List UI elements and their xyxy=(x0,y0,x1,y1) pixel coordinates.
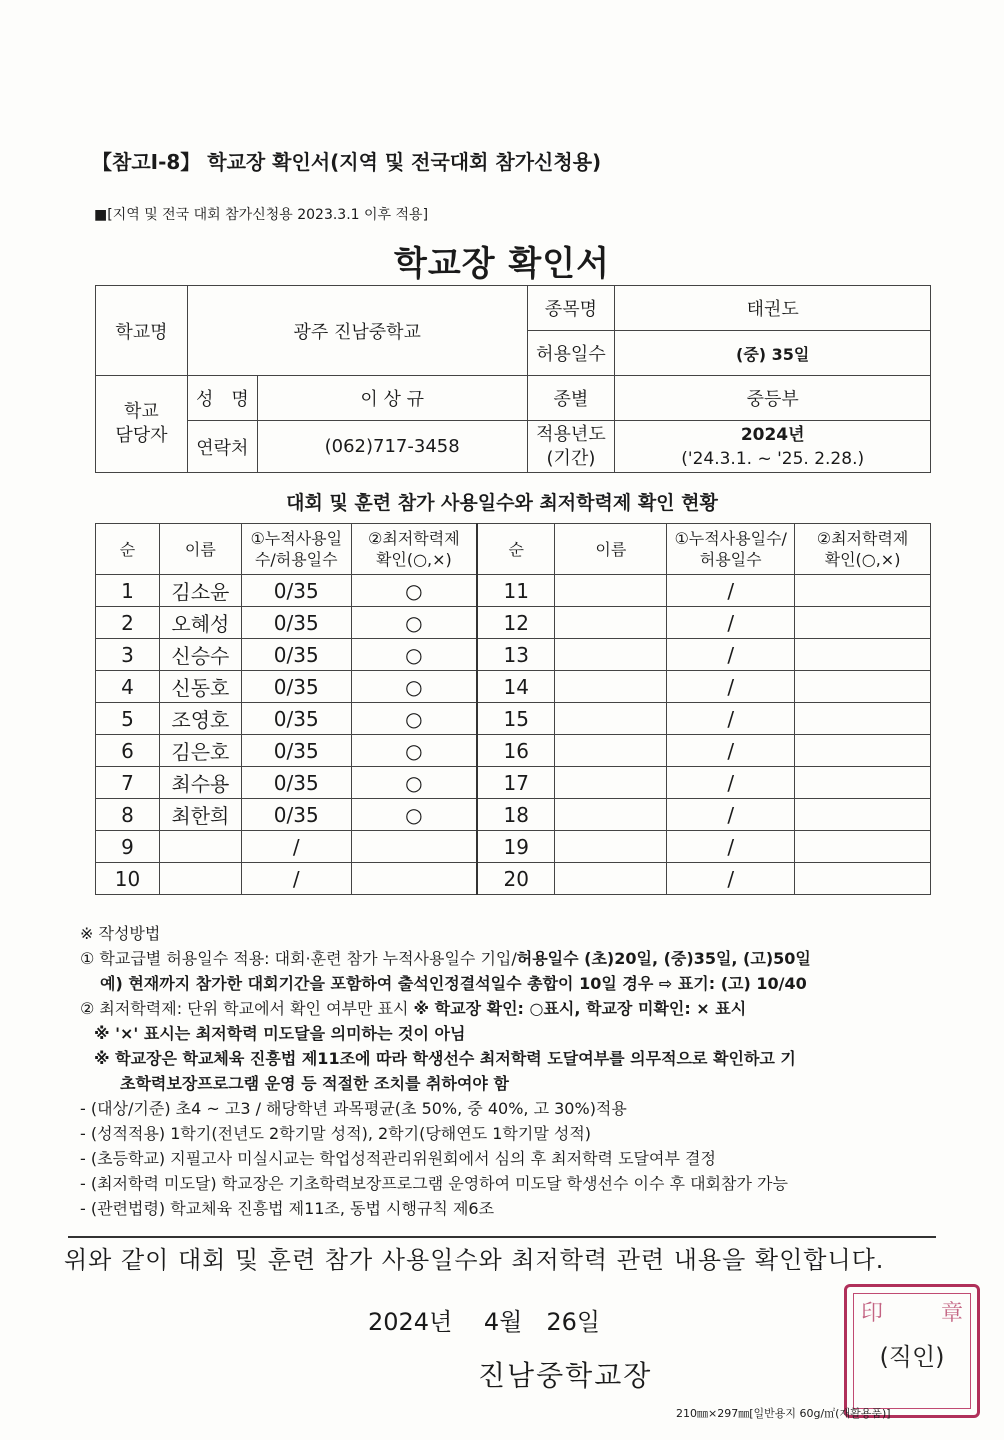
row-days-right: / xyxy=(667,767,795,799)
col-cumulative xyxy=(241,524,351,575)
year-label-line2: (기간) xyxy=(546,447,596,469)
row-no-right: 11 xyxy=(477,575,555,607)
row-no-right: 19 xyxy=(477,831,555,863)
row-days-right: / xyxy=(667,671,795,703)
method-line-1 xyxy=(80,946,950,971)
method-line-3a: ② 최저학력제: 단위 학교에서 확인 여부만 표시 xyxy=(80,999,414,1018)
row-days: 0/35 xyxy=(241,639,351,671)
year-label xyxy=(527,421,615,473)
row-no: 3 xyxy=(96,639,160,671)
row-no: 1 xyxy=(96,575,160,607)
school-name: 광주 진남중학교 xyxy=(187,286,527,376)
col-no: 순 xyxy=(96,524,160,575)
row-no: 5 xyxy=(96,703,160,735)
row-days: 0/35 xyxy=(241,767,351,799)
row-check-right xyxy=(795,639,931,671)
method-line-8: - (성적적용) 1학기(전년도 2학기말 성적), 2학기(당해연도 1학기말 성적) xyxy=(80,1124,592,1143)
row-no: 2 xyxy=(96,607,160,639)
row-check: ○ xyxy=(351,639,477,671)
row-no-right: 18 xyxy=(477,799,555,831)
col-check xyxy=(351,524,477,575)
row-name-right xyxy=(555,639,667,671)
row-no: 7 xyxy=(96,767,160,799)
row-name: 김소윤 xyxy=(159,575,241,607)
method-line-4: ※ '×' 표시는 최저학력 미도달을 의미하는 것이 아님 xyxy=(94,1024,466,1043)
paper-spec: 210㎜×297㎜[일반용지 60g/㎡(재활용품)] xyxy=(676,1407,891,1420)
col-check-l2: 확인(○,×) xyxy=(375,550,452,569)
table-row xyxy=(96,575,931,607)
days-label: 허용일수 xyxy=(527,331,615,376)
year-value xyxy=(615,421,931,473)
row-name: 김은호 xyxy=(159,735,241,767)
col-check-l1: ②최저학력제 xyxy=(368,529,460,548)
col-name: 이름 xyxy=(159,524,241,575)
row-name: 오혜성 xyxy=(159,607,241,639)
participation-table xyxy=(95,523,931,895)
row-check-right xyxy=(795,703,931,735)
table-row xyxy=(96,831,931,863)
method-line-1a: ① 학교급별 허용일수 적용: 대회·훈련 참가 누적사용일수 기입/ xyxy=(80,949,517,968)
contact-value: (062)717-3458 xyxy=(257,421,527,473)
row-name xyxy=(159,831,241,863)
contact-label: 연락처 xyxy=(187,421,257,473)
row-check-right xyxy=(795,863,931,895)
row-days: 0/35 xyxy=(241,671,351,703)
table-row xyxy=(96,639,931,671)
row-check: ○ xyxy=(351,735,477,767)
instructions xyxy=(80,921,950,1221)
method-line-7: - (대상/기준) 초4 ~ 고3 / 해당학년 과목평균(초 50%, 중 40%, 고 30%)적용 xyxy=(80,1099,627,1118)
row-no-right: 13 xyxy=(477,639,555,671)
col-check-right-l1: ②최저학력제 xyxy=(816,529,909,548)
method-line-2: 예) 현재까지 참가한 대회기간을 포함하여 출석인정결석일수 총합이 10일 경우 ⇨ 표기: (고) 10/40 xyxy=(100,974,807,993)
event-value: 태권도 xyxy=(615,286,931,331)
row-check: ○ xyxy=(351,607,477,639)
row-check-right xyxy=(795,575,931,607)
method-heading: ※ 작성방법 xyxy=(80,924,161,943)
row-name xyxy=(159,863,241,895)
row-check: ○ xyxy=(351,671,477,703)
year: 2024년 xyxy=(740,424,805,445)
row-name-right xyxy=(555,799,667,831)
method-line-5: ※ 학교장은 학교체육 진흥법 제11조에 따라 학생선수 최저학력 도달여부를 의무적으로 확인하고 기 xyxy=(94,1049,796,1068)
row-name: 최한희 xyxy=(159,799,241,831)
manager-name: 이 상 규 xyxy=(257,376,527,421)
col-check-right-l2: 확인(○,×) xyxy=(824,550,901,569)
table-header-row xyxy=(96,524,931,575)
row-days-right: / xyxy=(667,863,795,895)
confirmation-text: 위와 같이 대회 및 훈련 참가 사용일수와 최저학력 관련 내용을 확인합니다. xyxy=(64,1246,885,1274)
row-no-right: 14 xyxy=(477,671,555,703)
row-check-right xyxy=(795,799,931,831)
row-days: 0/35 xyxy=(241,703,351,735)
issue-date: 2024년 4월 26일 xyxy=(368,1308,601,1336)
col-check-right xyxy=(795,524,931,575)
row-no: 4 xyxy=(96,671,160,703)
method-line-3b: ※ 학교장 확인: ○표시, 학교장 미확인: × 표시 xyxy=(413,999,747,1018)
row-days-right: / xyxy=(667,735,795,767)
row-no-right: 15 xyxy=(477,703,555,735)
event-label: 종목명 xyxy=(527,286,615,331)
row-name-right xyxy=(555,575,667,607)
col-cumulative-right xyxy=(667,524,795,575)
col-cumulative-right-l2: 허용일수 xyxy=(699,550,762,569)
row-days: 0/35 xyxy=(241,799,351,831)
row-name-right xyxy=(555,863,667,895)
table-row xyxy=(96,607,931,639)
col-cumulative-l1: ①누적사용일 xyxy=(250,529,343,548)
row-check: ○ xyxy=(351,767,477,799)
official-seal-stamp xyxy=(844,1284,980,1418)
row-check: ○ xyxy=(351,575,477,607)
row-check xyxy=(351,863,477,895)
method-line-6: 초학력보장프로그램 운영 등 적절한 조치를 취하여야 함 xyxy=(120,1074,509,1093)
table-row xyxy=(96,671,931,703)
col-name-right: 이름 xyxy=(555,524,667,575)
seal-glyph-left: 印 xyxy=(861,1301,884,1326)
divider xyxy=(68,1236,936,1238)
row-name-right xyxy=(555,703,667,735)
row-days-right: / xyxy=(667,639,795,671)
row-no-right: 20 xyxy=(477,863,555,895)
col-cumulative-l2: 수/허용일수 xyxy=(254,550,338,569)
row-check-right xyxy=(795,607,931,639)
seal-glyph-right: 章 xyxy=(940,1301,963,1326)
table-row xyxy=(96,767,931,799)
row-name: 조영호 xyxy=(159,703,241,735)
method-line-11: - (관련법령) 학교체육 진흥법 제11조, 동법 시행규칙 제6조 xyxy=(80,1199,495,1218)
row-name-right xyxy=(555,831,667,863)
year-label-line1: 적용년도 xyxy=(536,423,606,445)
row-check xyxy=(351,831,477,863)
row-days-right: / xyxy=(667,575,795,607)
page-title: 학교장 확인서 xyxy=(394,244,610,284)
row-name: 신승수 xyxy=(159,639,241,671)
row-no-right: 17 xyxy=(477,767,555,799)
row-days: / xyxy=(241,831,351,863)
row-check: ○ xyxy=(351,799,477,831)
row-days-right: / xyxy=(667,703,795,735)
row-name-right xyxy=(555,767,667,799)
days-value: (중) 35일 xyxy=(615,331,931,376)
school-info-table xyxy=(95,285,931,473)
row-name-right xyxy=(555,607,667,639)
row-name: 신동호 xyxy=(159,671,241,703)
method-line-9: - (초등학교) 지필고사 미실시교는 학업성적관리위원회에서 심의 후 최저학력 도달여부 결정 xyxy=(80,1149,716,1168)
seal-label: (직인) xyxy=(879,1343,945,1371)
row-no: 10 xyxy=(96,863,160,895)
row-check-right xyxy=(795,767,931,799)
row-name-right xyxy=(555,735,667,767)
table-row xyxy=(96,863,931,895)
row-no: 8 xyxy=(96,799,160,831)
row-days: 0/35 xyxy=(241,735,351,767)
table-row xyxy=(96,735,931,767)
table-row xyxy=(96,799,931,831)
row-days: / xyxy=(241,863,351,895)
row-days-right: / xyxy=(667,799,795,831)
table-row xyxy=(96,703,931,735)
method-line-10: - (최저학력 미도달) 학교장은 기초학력보장프로그램 운영하여 미도달 학생선수 이수 후 대회참가 가능 xyxy=(80,1174,788,1193)
row-no-right: 12 xyxy=(477,607,555,639)
row-no-right: 16 xyxy=(477,735,555,767)
row-check-right xyxy=(795,671,931,703)
signer: 진남중학교장 xyxy=(478,1359,653,1392)
row-no: 6 xyxy=(96,735,160,767)
manager-label: 학교 담당자 xyxy=(96,376,188,473)
list-subtitle: 대회 및 훈련 참가 사용일수와 최저학력제 확인 현황 xyxy=(286,492,718,514)
row-name-right xyxy=(555,671,667,703)
col-no-right: 순 xyxy=(477,524,555,575)
period: ('24.3.1. ~ '25. 2.28.) xyxy=(681,448,865,469)
school-name-label: 학교명 xyxy=(96,286,188,376)
name-label: 성 명 xyxy=(187,376,257,421)
row-days-right: / xyxy=(667,607,795,639)
scope-note: ■[지역 및 전국 대회 참가신청용 2023.3.1 이후 적용] xyxy=(94,207,429,223)
row-check: ○ xyxy=(351,703,477,735)
division-label: 종별 xyxy=(527,376,615,421)
row-days: 0/35 xyxy=(241,607,351,639)
method-line-1b: 허용일수 (초)20일, (중)35일, (고)50일 xyxy=(516,949,811,968)
row-days: 0/35 xyxy=(241,575,351,607)
row-check-right xyxy=(795,735,931,767)
col-cumulative-right-l1: ①누적사용일수/ xyxy=(674,529,787,548)
reference-heading: 【참고Ⅰ-8】 학교장 확인서(지역 및 전국대회 참가신청용) xyxy=(92,150,602,174)
row-no: 9 xyxy=(96,831,160,863)
method-line-3 xyxy=(80,996,950,1021)
row-name: 최수용 xyxy=(159,767,241,799)
division-value: 중등부 xyxy=(615,376,931,421)
row-days-right: / xyxy=(667,831,795,863)
row-check-right xyxy=(795,831,931,863)
